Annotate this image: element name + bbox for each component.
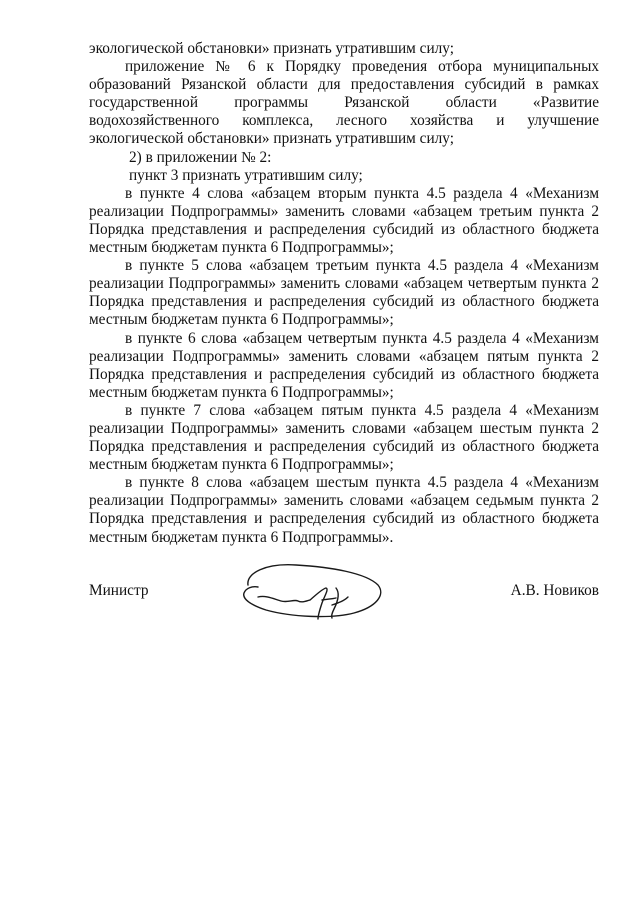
- signature-block: [89, 555, 599, 635]
- signatory-name: А.В. Новиков: [510, 582, 599, 599]
- paragraph-point-5: в пункте 5 слова «абзацем третьим пункта 4.5 раздела 4 «Механизм реализации Подпрограммы» заменить словами «абзацем четвертым пункта 2 Порядка представления и распределения субсидий из областного бюджета местным бюджетам пункта 6 Подпрограммы»;: [89, 257, 599, 329]
- signatory-title: Министр: [89, 582, 149, 599]
- paragraph-point-3: пункт 3 признать утратившим силу;: [129, 166, 363, 184]
- handwritten-signature: [236, 555, 386, 625]
- paragraph-point-4: в пункте 4 слова «абзацем вторым пункта 4.5 раздела 4 «Механизм реализации Подпрограммы» заменить словами «абзацем третьим пункта 2 Порядка представления и распределения субсидий из областного бюджета местным бюджетам пункта 6 Подпрограммы»;: [89, 184, 599, 257]
- paragraph-point-7: в пункте 7 слова «абзацем пятым пункта 4.5 раздела 4 «Механизм реализации Подпрограммы» заменить словами «абзацем шестым пункта 2 Порядка представления и распределения субсидий из областного бюджета местным бюджетам пункта 6 Подпрограммы»;: [89, 401, 599, 474]
- paragraph-point-8: в пункте 8 слова «абзацем шестым пункта 4.5 раздела 4 «Механизм реализации Подпрограммы» заменить словами «абзацем седьмым пункта 2 Порядка представления и распределения субсидий из областного бюджета местным бюджетам пункта 6 Подпрограммы».: [89, 474, 599, 546]
- paragraph-point-6: в пункте 6 слова «абзацем четвертым пункта 4.5 раздела 4 «Механизм реализации Подпрограммы» заменить словами «абзацем пятым пункта 2 Порядка представления и распределения субсидий из областного бюджета местным бюджетам пункта 6 Подпрограммы»;: [89, 329, 599, 401]
- paragraph-continuation: экологической обстановки» признать утратившим силу;: [89, 40, 454, 57]
- document-body: [89, 40, 599, 547]
- paragraph-item-2: 2) в приложении № 2:: [129, 148, 272, 166]
- paragraph-appendix-6: приложение № 6 к Порядку проведения отбора муниципальных образований Рязанской области для предоставления субсидий в рамках государственной программы Рязанской области «Развитие водохозяйственного комплекса, лесного хозяйства и улучшение экологической обстановки» признать утратившим силу;: [89, 58, 599, 148]
